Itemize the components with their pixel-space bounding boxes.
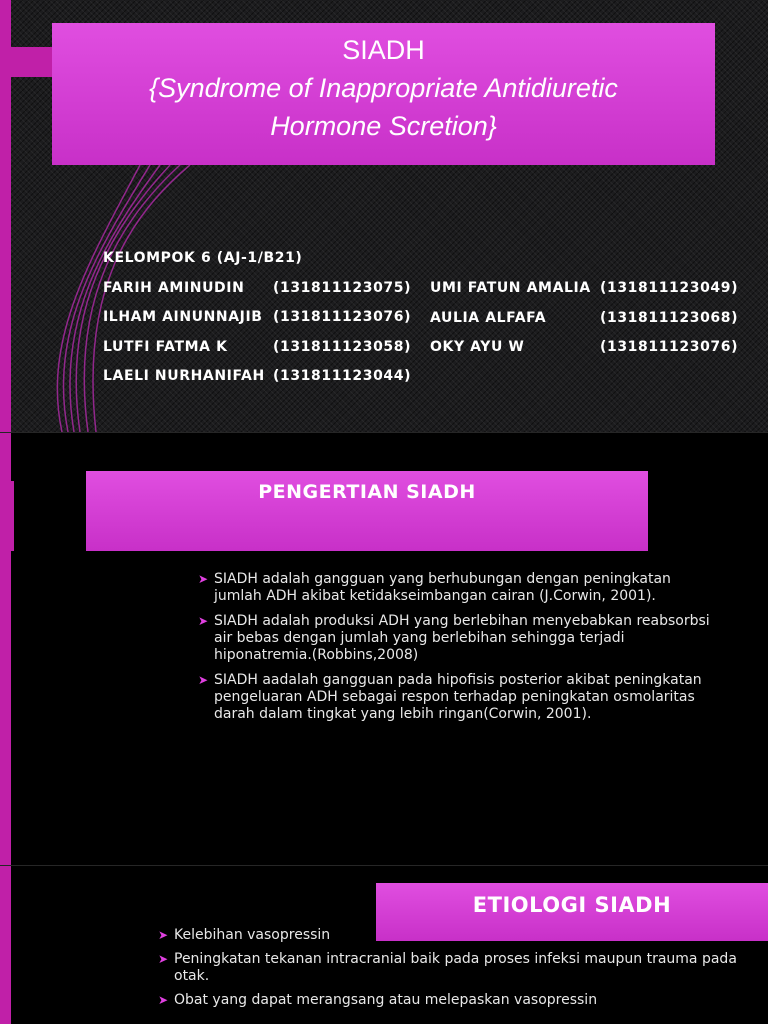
arrow-right-icon: ➤ bbox=[158, 993, 169, 1007]
members-left-list bbox=[103, 250, 423, 398]
member-row bbox=[430, 339, 750, 369]
member-id: (131811123075) bbox=[273, 279, 412, 296]
member-name: AULIA ALFAFA bbox=[430, 309, 547, 326]
title-box bbox=[52, 23, 715, 165]
member-id: (131811123044) bbox=[273, 368, 412, 384]
list-item bbox=[158, 951, 738, 985]
etiologi-bullet-list bbox=[158, 927, 738, 1016]
member-name: UMI FATUN AMALIA bbox=[430, 280, 591, 296]
arrow-right-icon: ➤ bbox=[158, 952, 169, 966]
list-item-text: SIADH adalah produksi ADH yang berlebihan menyebabkan reabsorbsi air bebas dengan jumlah yang berlebihan sehingga terjadi hiponatremia.(Robbins,2008) bbox=[214, 613, 710, 663]
list-item bbox=[158, 927, 738, 944]
list-item bbox=[198, 571, 718, 605]
member-row bbox=[430, 310, 750, 340]
member-row bbox=[430, 280, 750, 310]
accent-tab bbox=[0, 481, 14, 551]
member-id: (131811123068) bbox=[600, 309, 739, 326]
member-name: LUTFI FATMA K bbox=[103, 338, 228, 355]
member-row bbox=[103, 280, 423, 310]
member-row bbox=[103, 339, 423, 369]
list-item-text: Peningkatan tekanan intracranial baik pada proses infeksi maupun trauma pada otak. bbox=[174, 951, 737, 984]
member-name: ILHAM AINUNNAJIB bbox=[103, 309, 263, 325]
arrow-right-icon: ➤ bbox=[198, 673, 209, 687]
list-item bbox=[198, 613, 718, 664]
arrow-right-icon: ➤ bbox=[198, 614, 209, 628]
pengertian-bullet-list bbox=[198, 571, 718, 731]
list-item-text: SIADH aadalah gangguan pada hipofisis posterior akibat peningkatan pengeluaran ADH sebagai respon terhadap peningkatan osmolaritas darah dalam tingkat yang lebih ringan(Corwin, 2001). bbox=[214, 672, 702, 722]
member-name: FARIH AMINUDIN bbox=[103, 279, 245, 296]
member-id: (131811123076) bbox=[600, 339, 739, 355]
list-item bbox=[158, 992, 738, 1009]
title-slide bbox=[0, 0, 768, 432]
list-item bbox=[198, 672, 718, 723]
section-heading: PENGERTIAN SIADH bbox=[258, 481, 476, 503]
group-label: KELOMPOK 6 (AJ-1/B21) bbox=[103, 250, 303, 266]
member-row bbox=[103, 309, 423, 339]
member-name: LAELI NURHANIFAH bbox=[103, 368, 265, 384]
pengertian-slide bbox=[0, 433, 768, 865]
section-heading-box bbox=[86, 471, 648, 551]
arrow-right-icon: ➤ bbox=[158, 928, 169, 942]
member-row bbox=[103, 368, 423, 398]
list-item-text: Obat yang dapat merangsang atau melepaskan vasopressin bbox=[174, 992, 598, 1008]
subtitle-line-1: {Syndrome of Inappropriate Antidiuretic bbox=[149, 73, 618, 103]
list-item-text: Kelebihan vasopressin bbox=[174, 927, 331, 943]
member-id: (131811123049) bbox=[600, 280, 739, 296]
etiologi-slide bbox=[0, 866, 768, 1024]
member-id: (131811123076) bbox=[273, 309, 412, 325]
members-right-list bbox=[430, 280, 750, 369]
member-name: OKY AYU W bbox=[430, 339, 525, 355]
section-heading: ETIOLOGI SIADH bbox=[472, 893, 672, 917]
member-id: (131811123058) bbox=[273, 338, 412, 355]
title-text: SIADH bbox=[342, 35, 425, 65]
subtitle-line-2: Hormone Scretion} bbox=[270, 111, 497, 141]
accent-bar bbox=[0, 866, 11, 1024]
arrow-right-icon: ➤ bbox=[198, 572, 209, 586]
list-item-text: SIADH adalah gangguan yang berhubungan dengan peningkatan jumlah ADH akibat ketidakseimbangan cairan (J.Corwin, 2001). bbox=[214, 571, 671, 604]
group-label-row bbox=[103, 250, 423, 280]
